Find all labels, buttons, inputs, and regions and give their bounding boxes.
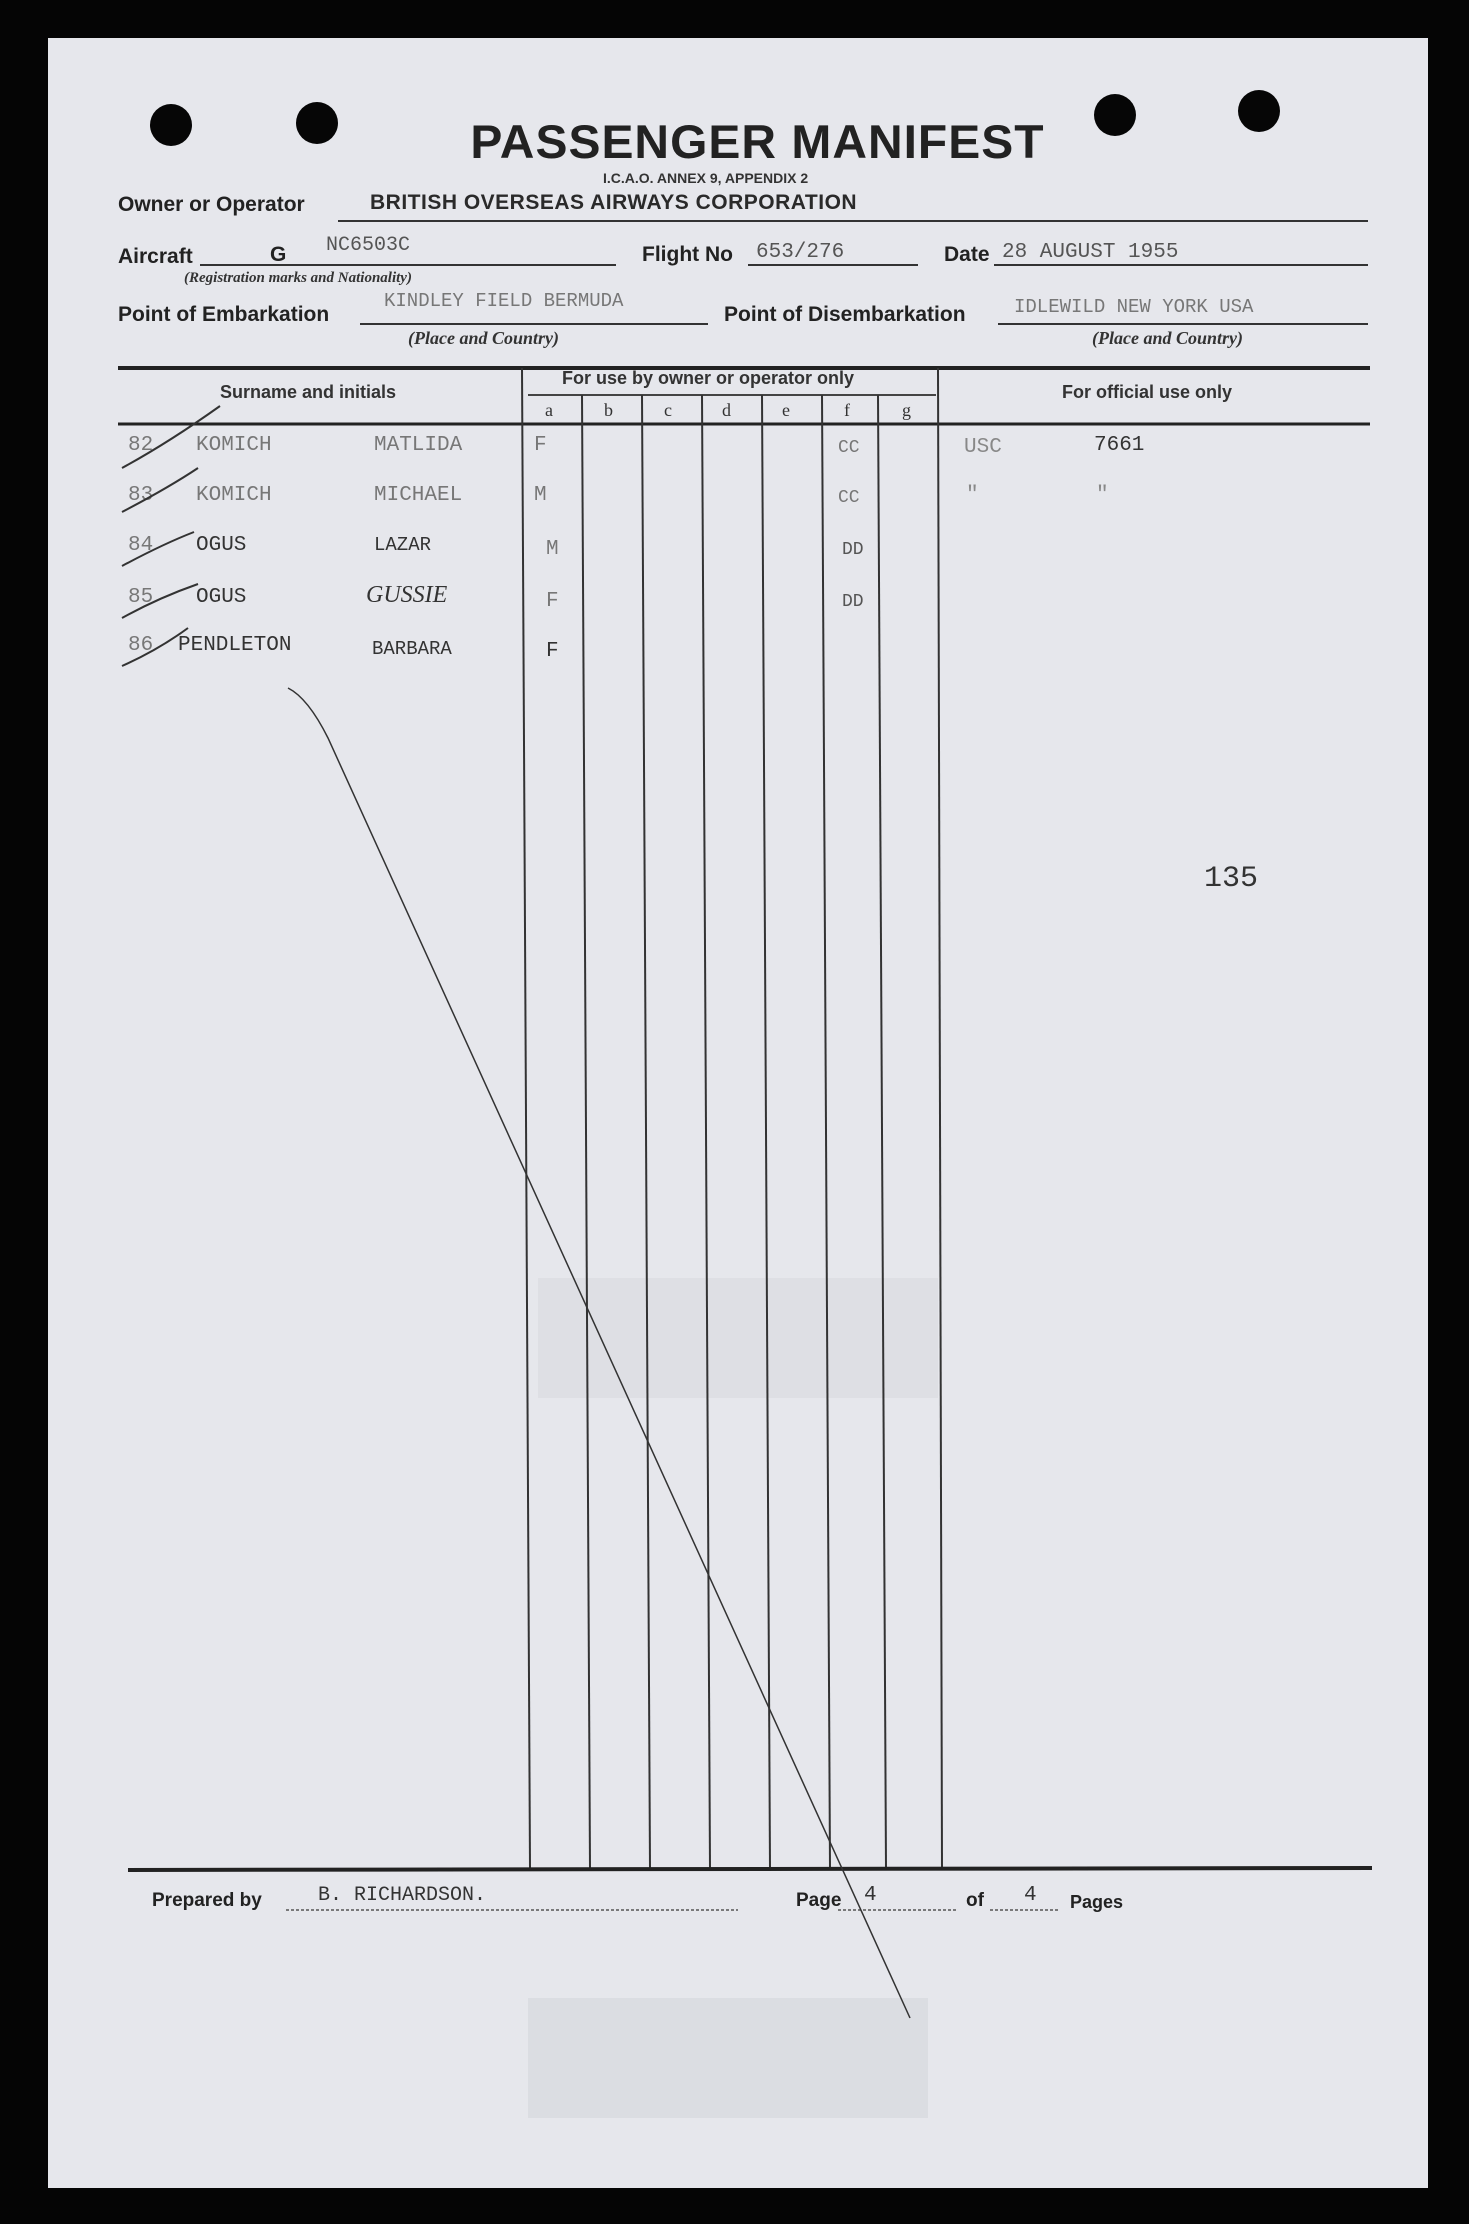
- passenger-code-f: CC: [838, 488, 860, 508]
- passenger-code-f: DD: [842, 540, 864, 560]
- row-number: 85: [128, 586, 154, 609]
- passenger-given-name: MATLIDA: [374, 434, 463, 457]
- aircraft-prefix: G: [270, 243, 287, 266]
- passenger-surname: KOMICH: [196, 434, 272, 457]
- passenger-given-name: LAZAR: [374, 534, 432, 556]
- of-label: of: [966, 1890, 984, 1911]
- passenger-code-f: CC: [838, 438, 860, 458]
- column-letter-d: d: [722, 400, 731, 420]
- page-value: 4: [864, 1884, 877, 1907]
- passenger-surname: OGUS: [196, 586, 247, 609]
- passenger-sex: F: [546, 590, 559, 613]
- official-number: 7661: [1094, 434, 1145, 457]
- date-value: 28 AUGUST 1955: [1002, 241, 1179, 264]
- column-letter-a: a: [545, 400, 553, 420]
- passenger-surname: KOMICH: [196, 484, 272, 507]
- prepared-by-label: Prepared by: [152, 1890, 262, 1911]
- column-letter-f: f: [844, 400, 850, 420]
- date-label: Date: [944, 243, 990, 266]
- disembarkation-label: Point of Disembarkation: [724, 303, 966, 326]
- manifest-sheet: [48, 38, 1428, 2188]
- owner-label: Owner or Operator: [118, 193, 305, 216]
- row-number: 86: [128, 634, 154, 657]
- passenger-surname: OGUS: [196, 534, 247, 557]
- passenger-sex: F: [534, 434, 547, 457]
- row-number: 82: [128, 434, 154, 457]
- official-code: ": [966, 484, 979, 507]
- flight-value: 653/276: [756, 241, 845, 264]
- flight-label: Flight No: [642, 243, 733, 266]
- column-letter-c: c: [664, 400, 672, 420]
- embarkation-label: Point of Embarkation: [118, 303, 330, 326]
- operator-column-header: For use by owner or operator only: [562, 368, 855, 388]
- passenger-given-name: MICHAEL: [374, 484, 463, 507]
- passenger-given-name: GUSSIE: [366, 582, 448, 608]
- column-letter-b: b: [604, 400, 613, 420]
- of-value: 4: [1024, 1884, 1037, 1907]
- official-code: USC: [964, 436, 1002, 459]
- row-number: 84: [128, 534, 154, 557]
- page-label: Page: [796, 1890, 842, 1911]
- passenger-sex: M: [546, 538, 559, 561]
- passenger-surname: PENDLETON: [178, 634, 292, 657]
- row-number: 83: [128, 484, 154, 507]
- passenger-given-name: BARBARA: [372, 638, 452, 660]
- column-letter-g: g: [902, 400, 911, 420]
- passenger-sex: M: [534, 484, 547, 507]
- disembarkation-value: IDLEWILD NEW YORK USA: [1014, 296, 1254, 318]
- official-number: ": [1096, 484, 1109, 507]
- column-letter-e: e: [782, 400, 790, 420]
- page-title: PASSENGER MANIFEST: [470, 115, 1045, 168]
- disembarkation-note: (Place and Country): [1092, 328, 1243, 348]
- page-number-stamp: 135: [1204, 862, 1259, 896]
- aircraft-note: (Registration marks and Nationality): [184, 270, 412, 286]
- aircraft-label: Aircraft: [118, 245, 193, 268]
- prepared-by-value: B. RICHARDSON.: [318, 1884, 487, 1907]
- owner-value: BRITISH OVERSEAS AIRWAYS CORPORATION: [370, 191, 858, 214]
- pages-label: Pages: [1070, 1892, 1124, 1912]
- aircraft-registration: NC6503C: [326, 234, 411, 257]
- passenger-sex: F: [546, 640, 559, 663]
- embarkation-value: KINDLEY FIELD BERMUDA: [384, 290, 624, 312]
- page-subtitle: I.C.A.O. ANNEX 9, APPENDIX 2: [603, 170, 809, 186]
- form-rule-lines: [48, 38, 1428, 2188]
- embarkation-note: (Place and Country): [408, 328, 559, 348]
- passenger-code-f: DD: [842, 592, 864, 612]
- surname-column-header: Surname and initials: [220, 382, 397, 402]
- official-column-header: For official use only: [1062, 382, 1233, 402]
